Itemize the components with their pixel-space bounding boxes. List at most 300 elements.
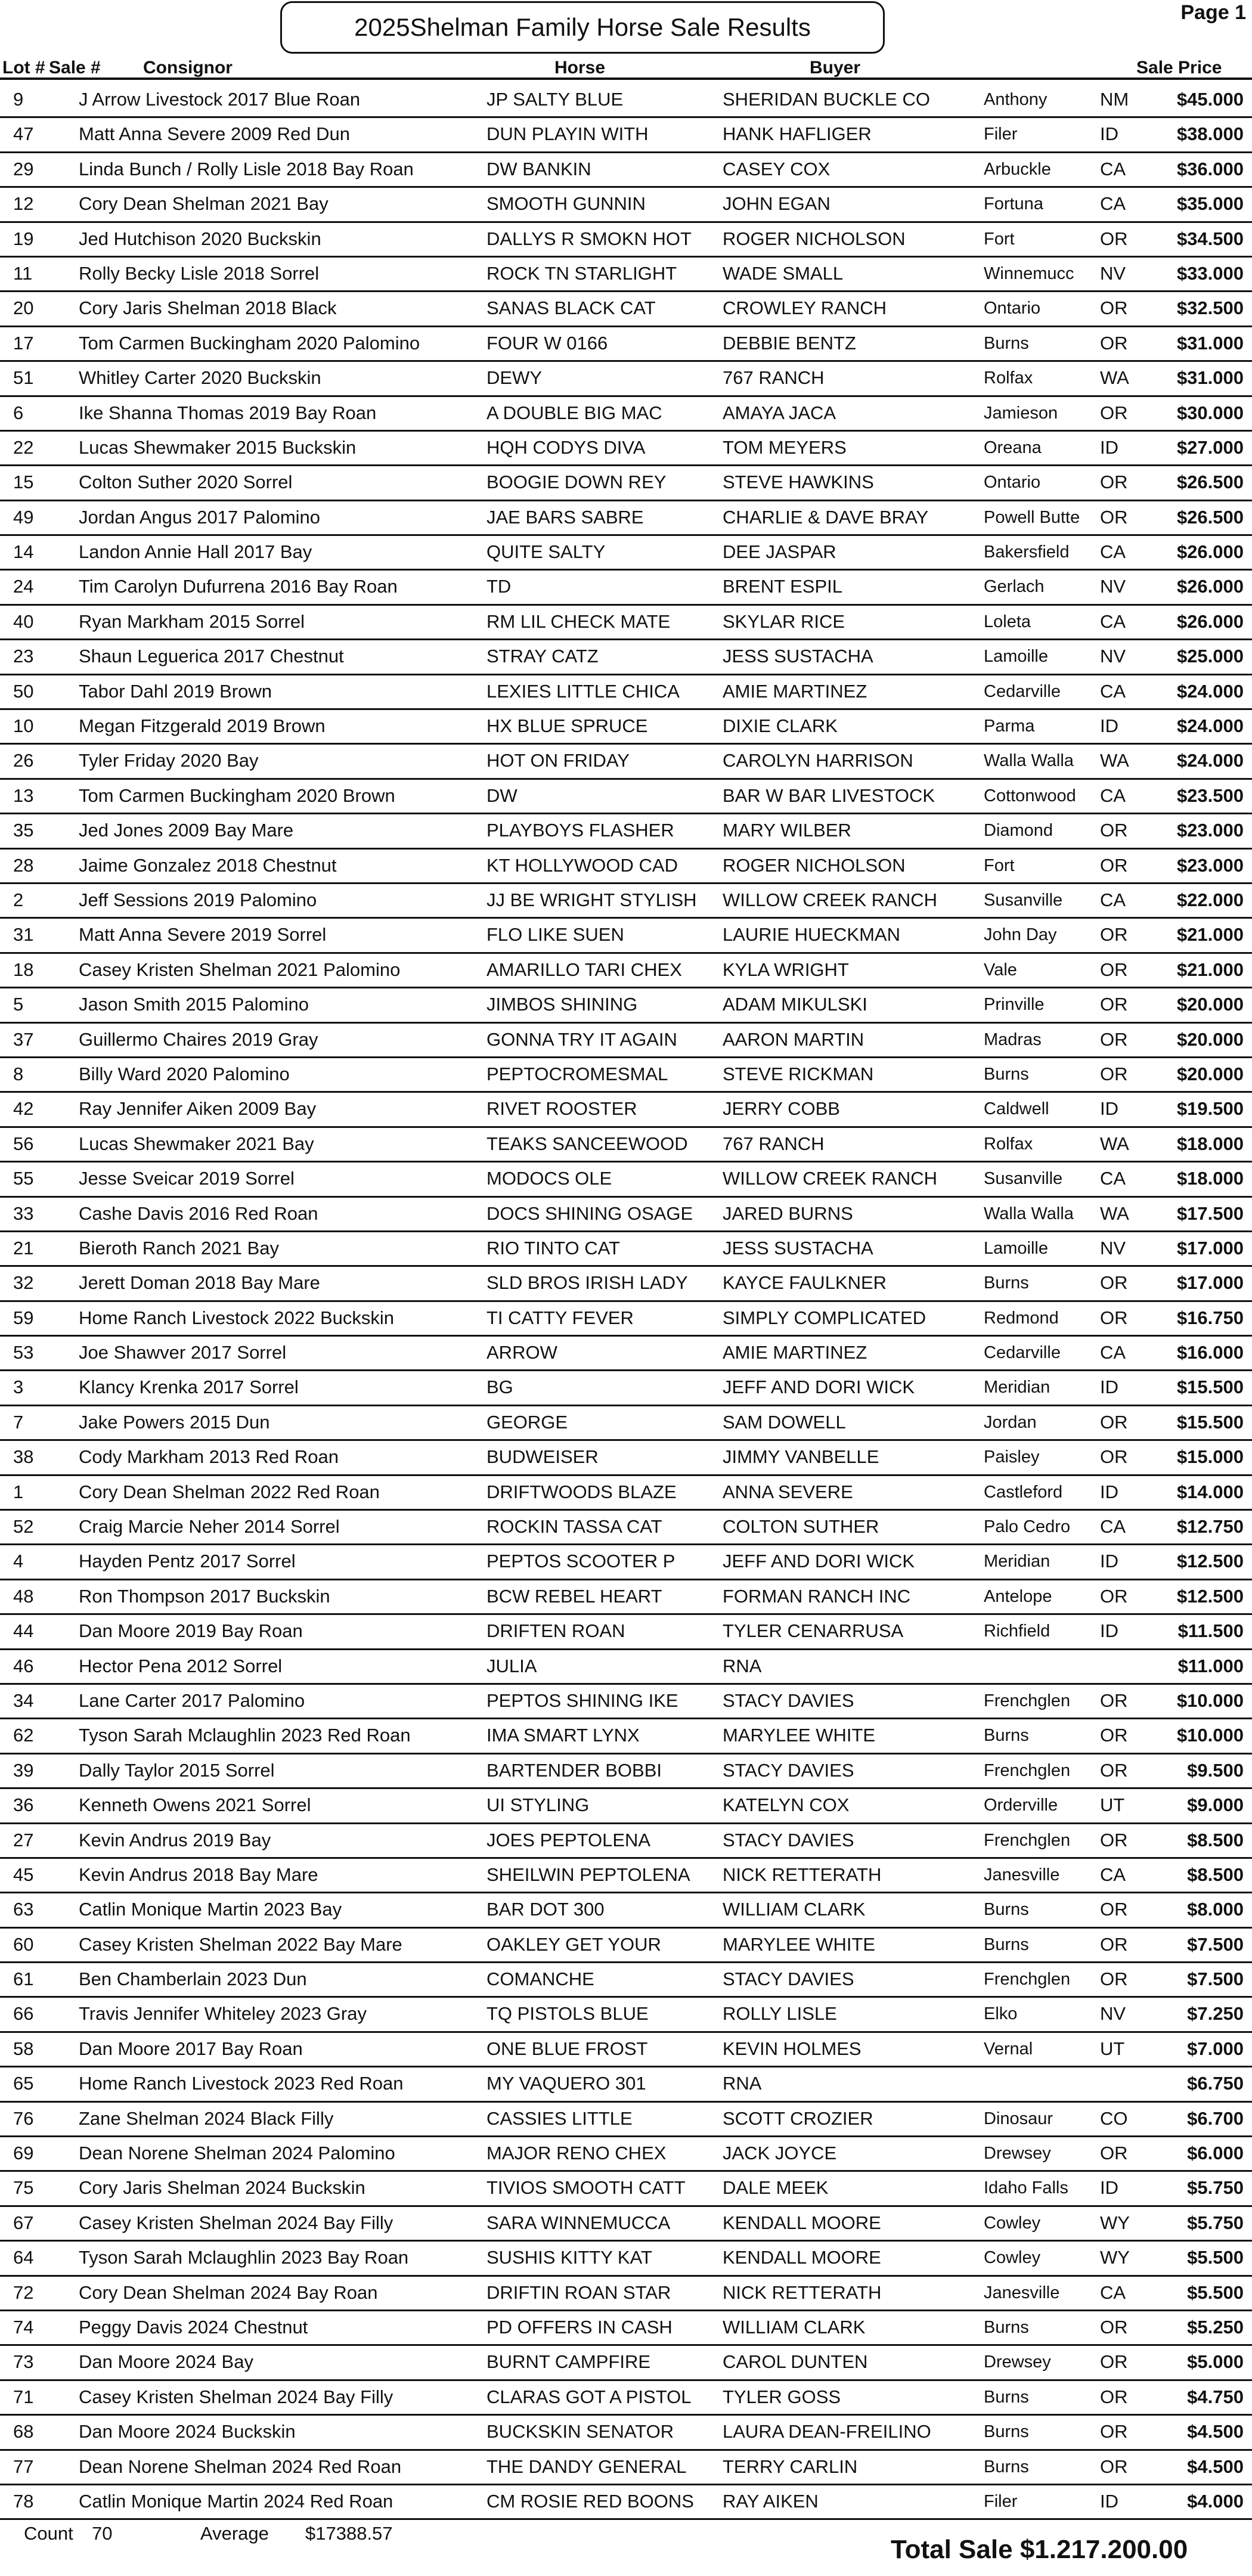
consignor-cell: Ben Chamberlain 2023 Dun [79,1969,307,1990]
table-row [0,2485,1252,2520]
consignor-cell: Lane Carter 2017 Palomino [79,1690,305,1711]
state-cell: ID [1100,123,1118,145]
horse-cell: STRAY CATZ [486,646,599,667]
city-cell: Redmond [984,1308,1059,1328]
state-cell: ID [1100,1481,1118,1502]
consignor-cell: Dean Norene Shelman 2024 Palomino [79,2143,395,2164]
horse-cell: TIVIOS SMOOTH CATT [486,2177,686,2199]
horse-cell: BG [486,1377,513,1398]
lot-cell: 65 [13,2073,34,2094]
state-cell: NV [1100,2003,1126,2025]
city-cell: Prinville [984,995,1045,1015]
consignor-cell: Tom Carmen Buckingham 2020 Palomino [79,332,420,354]
city-cell: Antelope [984,1586,1052,1606]
table-row [0,1719,1252,1754]
lot-cell: 45 [13,1864,34,1885]
table-row [0,327,1252,362]
state-cell: CA [1100,680,1126,702]
lot-cell: 34 [13,1690,34,1711]
header-rule [0,78,1252,80]
price-cell: $33.000 [1176,262,1244,284]
price-cell: $23.000 [1176,820,1244,841]
lot-cell: 71 [13,2386,34,2407]
horse-cell: DRIFTEN ROAN [486,1620,625,1642]
lot-cell: 9 [13,89,24,110]
consignor-cell: Casey Kristen Shelman 2024 Bay Filly [79,2386,393,2407]
price-cell: $5.500 [1187,2247,1244,2268]
state-cell: ID [1100,1620,1118,1642]
state-cell: OR [1100,1899,1128,1920]
horse-cell: JOES PEPTOLENA [486,1829,651,1850]
consignor-cell: Home Ranch Livestock 2023 Red Roan [79,2073,404,2094]
lot-cell: 58 [13,2038,34,2059]
lot-cell: 28 [13,854,34,876]
price-cell: $21.000 [1176,924,1244,946]
lot-cell: 15 [13,472,34,493]
buyer-cell: MARYLEE WHITE [723,1933,876,1955]
table-row [0,1024,1252,1058]
city-cell: Ontario [984,299,1041,318]
buyer-cell: TOM MEYERS [723,436,847,458]
price-cell: $22.000 [1176,889,1244,910]
lot-cell: 62 [13,1725,34,1746]
consignor-cell: Klancy Krenka 2017 Sorrel [79,1377,299,1398]
buyer-cell: WILLOW CREEK RANCH [723,889,937,910]
buyer-cell: NICK RETTERATH [723,2281,882,2303]
buyer-cell: DIXIE CLARK [723,715,838,737]
price-cell: $6.000 [1187,2143,1244,2164]
table-row [0,1650,1252,1685]
city-cell: Arbuckle [984,159,1051,179]
buyer-cell: WADE SMALL [723,262,844,284]
table-row [0,1615,1252,1650]
table-row [0,1058,1252,1093]
lot-cell: 10 [13,715,34,737]
buyer-cell: KAYCE FAULKNER [723,1272,887,1294]
lot-cell: 12 [13,193,34,215]
horse-cell: FOUR W 0166 [486,332,608,354]
consignor-cell: Cory Jaris Shelman 2024 Buckskin [79,2177,365,2199]
buyer-cell: STACY DAVIES [723,1829,854,1850]
horse-cell: FLO LIKE SUEN [486,924,624,946]
city-cell: Burns [984,2422,1029,2442]
horse-cell: BUCKSKIN SENATOR [486,2421,674,2442]
lot-cell: 49 [13,506,34,528]
price-cell: $16.000 [1176,1342,1244,1363]
horse-cell: DRIFTIN ROAN STAR [486,2281,671,2303]
consignor-cell: Linda Bunch / Rolly Lisle 2018 Bay Roan [79,158,414,179]
city-cell: Burns [984,1064,1029,1084]
state-cell: OR [1100,924,1128,946]
price-cell: $4.500 [1187,2456,1244,2477]
table-row [0,1267,1252,1301]
horse-cell: MY VAQUERO 301 [486,2073,646,2094]
table-row [0,1128,1252,1163]
state-cell: OR [1100,297,1128,319]
consignor-cell: Casey Kristen Shelman 2022 Bay Mare [79,1933,402,1955]
lot-cell: 33 [13,1202,34,1224]
buyer-cell: KATELYN COX [723,1794,850,1816]
lot-cell: 46 [13,1655,34,1676]
horse-cell: DUN PLAYIN WITH [486,123,649,145]
lot-cell: 42 [13,1098,34,1120]
city-cell: Cottonwood [984,786,1076,805]
table-row [0,2346,1252,2380]
horse-cell: RM LIL CHECK MATE [486,610,671,632]
buyer-cell: JACK JOYCE [723,2143,837,2164]
consignor-cell: Cory Dean Shelman 2021 Bay [79,193,329,215]
price-cell: $5.250 [1187,2317,1244,2338]
table-row [0,2137,1252,2172]
table-row [0,83,1252,118]
lot-cell: 11 [13,262,33,284]
price-cell: $6.750 [1187,2073,1244,2094]
lot-cell: 56 [13,1133,34,1154]
total-label: Total Sale [891,2535,1013,2564]
state-cell: CA [1100,2281,1126,2303]
lot-cell: 59 [13,1307,34,1328]
consignor-cell: Cody Markham 2013 Red Roan [79,1446,339,1468]
price-cell: $45.000 [1176,89,1244,110]
consignor-cell: Matt Anna Severe 2019 Sorrel [79,924,327,946]
table-row [0,362,1252,396]
table-row [0,1198,1252,1232]
city-cell: Dinosaur [984,2109,1053,2128]
horse-cell: JAE BARS SABRE [486,506,644,528]
sale-title: Shelman Family Horse Sale Results [410,13,811,41]
city-cell: Frenchglen [984,1970,1071,1989]
lot-cell: 38 [13,1446,34,1468]
consignor-cell: Travis Jennifer Whiteley 2023 Gray [79,2003,367,2025]
price-cell: $11.500 [1177,1620,1244,1642]
lot-cell: 76 [13,2107,34,2129]
state-cell: WA [1100,750,1129,771]
price-cell: $20.000 [1176,1028,1244,1050]
horse-cell: A DOUBLE BIG MAC [486,402,662,423]
sale-year: 2025 [354,13,410,41]
consignor-cell: Jeff Sessions 2019 Palomino [79,889,317,910]
consignor-cell: Kenneth Owens 2021 Sorrel [79,1794,311,1816]
horse-cell: GONNA TRY IT AGAIN [486,1028,677,1050]
state-cell: WA [1100,1202,1129,1224]
city-cell: Elko [984,2004,1018,2024]
buyer-cell: HANK HAFLIGER [723,123,872,145]
state-cell: OR [1100,332,1128,354]
price-cell: $27.000 [1176,436,1244,458]
table-row [0,2242,1252,2276]
city-cell: Orderville [984,1796,1058,1815]
horse-cell: UI STYLING [486,1794,590,1816]
count-value: 70 [92,2523,113,2544]
consignor-cell: Megan Fitzgerald 2019 Brown [79,715,326,737]
consignor-cell: Kevin Andrus 2019 Bay [79,1829,271,1850]
lot-cell: 32 [13,1272,34,1294]
price-cell: $7.500 [1187,1933,1244,1955]
horse-cell: MODOCS OLE [486,1168,612,1189]
lot-cell: 52 [13,1516,34,1537]
city-cell: Frenchglen [984,1691,1071,1710]
buyer-cell: JESS SUSTACHA [723,646,873,667]
city-cell: Powell Butte [984,507,1080,527]
horse-cell: DOCS SHINING OSAGE [486,1202,693,1224]
city-cell: Fort [984,855,1015,875]
horse-cell: IMA SMART LYNX [486,1725,640,1746]
city-cell: Frenchglen [984,1830,1071,1850]
price-cell: $5.750 [1187,2212,1244,2233]
lot-cell: 6 [13,402,24,423]
price-cell: $8.500 [1187,1864,1244,1885]
horse-cell: HX BLUE SPRUCE [486,715,648,737]
state-cell: OR [1100,506,1128,528]
state-cell: OR [1100,1829,1128,1850]
price-cell: $20.000 [1176,1063,1244,1084]
lot-cell: 72 [13,2281,34,2303]
price-cell: $35.000 [1176,193,1244,215]
horse-cell: THE DANDY GENERAL [486,2456,687,2477]
price-cell: $14.000 [1176,1481,1244,1502]
price-cell: $38.000 [1176,123,1244,145]
price-cell: $19.500 [1176,1098,1244,1120]
horse-cell: PEPTOS SCOOTER P [486,1551,675,1572]
price-cell: $24.000 [1176,680,1244,702]
lot-cell: 67 [13,2212,34,2233]
lot-cell: 77 [13,2456,34,2477]
buyer-cell: JERRY COBB [723,1098,840,1120]
price-cell: $10.000 [1176,1725,1244,1746]
price-cell: $17.000 [1176,1272,1244,1294]
horse-cell: PEPTOS SHINING IKE [486,1690,678,1711]
table-row [0,745,1252,779]
consignor-cell: Colton Suther 2020 Sorrel [79,472,293,493]
lot-cell: 74 [13,2317,34,2338]
lot-cell: 40 [13,610,34,632]
city-cell: Cedarville [984,681,1061,701]
buyer-cell: RNA [723,1655,762,1676]
table-row [0,1789,1252,1824]
price-cell: $4.000 [1187,2490,1244,2512]
price-cell: $8.000 [1187,1899,1244,1920]
table-row [0,1441,1252,1475]
table-row [0,536,1252,571]
state-cell: OR [1100,1028,1128,1050]
state-cell: OR [1100,2421,1128,2442]
table-row [0,188,1252,222]
table-row [0,2067,1252,2102]
horse-cell: DALLYS R SMOKN HOT [486,228,692,249]
state-cell: OR [1100,820,1128,841]
buyer-cell: LAURIE HUECKMAN [723,924,900,946]
table-row [0,988,1252,1023]
state-cell: OR [1100,2386,1128,2407]
city-cell: John Day [984,925,1057,945]
consignor-cell: Jerett Doman 2018 Bay Mare [79,1272,320,1294]
state-cell: NV [1100,1237,1126,1258]
state-cell: OR [1100,1446,1128,1468]
city-cell: Palo Cedro [984,1517,1071,1537]
count-label: Count [24,2523,73,2544]
horse-cell: SANAS BLACK CAT [486,297,656,319]
buyer-cell: COLTON SUTHER [723,1516,879,1537]
city-cell: Vale [984,960,1017,979]
horse-cell: CM ROSIE RED BOONS [486,2490,694,2512]
city-cell: Burns [984,1935,1029,1954]
lot-cell: 3 [13,1377,24,1398]
price-cell: $34.500 [1176,228,1244,249]
table-row [0,223,1252,258]
price-cell: $21.000 [1176,959,1244,980]
city-cell: Jamieson [984,403,1058,423]
price-cell: $16.750 [1176,1307,1244,1328]
state-cell: OR [1100,1725,1128,1746]
state-cell: UT [1100,2038,1125,2059]
state-cell: CA [1100,889,1126,910]
state-cell: CA [1100,610,1126,632]
table-row [0,954,1252,988]
buyer-cell: SHERIDAN BUCKLE CO [723,89,930,110]
city-cell: Burns [984,2457,1029,2476]
price-cell: $24.000 [1176,750,1244,771]
buyer-cell: BAR W BAR LIVESTOCK [723,785,935,806]
city-cell: Jordan [984,1412,1037,1432]
table-row [0,432,1252,466]
city-cell: Paisley [984,1447,1040,1467]
buyer-cell: CAROL DUNTEN [723,2351,868,2373]
buyer-cell: JOHN EGAN [723,193,830,215]
price-cell: $5.750 [1187,2177,1244,2199]
table-row [0,1859,1252,1893]
state-cell: OR [1100,994,1128,1015]
horse-cell: BARTENDER BOBBI [486,1759,662,1781]
horse-cell: HQH CODYS DIVA [486,436,646,458]
lot-cell: 29 [13,158,34,179]
table-row [0,710,1252,745]
consignor-cell: Dally Taylor 2015 Sorrel [79,1759,275,1781]
buyer-cell: WILLIAM CLARK [723,2317,866,2338]
table-row [0,258,1252,292]
state-cell: OR [1100,1272,1128,1294]
city-cell: Lamoille [984,1238,1048,1258]
table-row [0,1371,1252,1406]
table-row [0,919,1252,953]
horse-cell: SMOOTH GUNNIN [486,193,646,215]
buyer-cell: CHARLIE & DAVE BRAY [723,506,929,528]
table-row [0,1754,1252,1789]
city-cell: Burns [984,2318,1029,2337]
price-cell: $23.000 [1176,854,1244,876]
lot-cell: 17 [13,332,34,354]
consignor-cell: Ray Jennifer Aiken 2009 Bay [79,1098,317,1120]
horse-cell: SLD BROS IRISH LADY [486,1272,688,1294]
buyer-cell: ADAM MIKULSKI [723,994,867,1015]
city-cell: Anthony [984,90,1048,109]
consignor-cell: Tyler Friday 2020 Bay [79,750,259,771]
city-cell: Diamond [984,821,1053,841]
consignor-cell: Tabor Dahl 2019 Brown [79,680,272,702]
average-label: Average [200,2523,269,2544]
price-cell: $5.000 [1187,2351,1244,2373]
horse-cell: PEPTOCROMESMAL [486,1063,668,1084]
consignor-cell: Tyson Sarah Mclaughlin 2023 Bay Roan [79,2247,409,2268]
state-cell: WA [1100,367,1129,389]
buyer-cell: DEE JASPAR [723,541,836,563]
price-cell: $26.500 [1176,472,1244,493]
city-cell: Burns [984,333,1029,353]
price-cell: $12.750 [1176,1516,1244,1537]
buyer-cell: NICK RETTERATH [723,1864,882,1885]
consignor-cell: Bieroth Ranch 2021 Bay [79,1237,280,1258]
horse-cell: TEAKS SANCEEWOOD [486,1133,688,1154]
city-cell: Burns [984,2387,1029,2407]
consignor-cell: Landon Annie Hall 2017 Bay [79,541,312,563]
price-cell: $32.500 [1176,297,1244,319]
buyer-cell: DALE MEEK [723,2177,829,2199]
consignor-cell: Dan Moore 2017 Bay Roan [79,2038,303,2059]
city-cell: Lamoille [984,647,1048,667]
buyer-cell: LAURA DEAN-FREILINO [723,2421,931,2442]
horse-cell: PD OFFERS IN CASH [486,2317,673,2338]
total-value: $1.217.200.00 [1019,2535,1188,2564]
city-cell: Parma [984,717,1035,736]
lot-cell: 31 [13,924,34,946]
city-cell: Fort [984,229,1015,249]
horse-cell: ROCK TN STARLIGHT [486,262,677,284]
buyer-cell: JARED BURNS [723,1202,853,1224]
price-cell: $25.000 [1176,646,1244,667]
lot-cell: 8 [13,1063,24,1084]
price-cell: $26.000 [1176,541,1244,563]
price-cell: $24.000 [1176,715,1244,737]
buyer-cell: JIMMY VANBELLE [723,1446,879,1468]
state-cell: NM [1100,89,1129,110]
state-cell: CA [1100,541,1126,563]
table-row [0,1580,1252,1615]
buyer-cell: ROLLY LISLE [723,2003,837,2025]
horse-cell: BUDWEISER [486,1446,599,1468]
horse-cell: COMANCHE [486,1969,594,1990]
consignor-cell: Kevin Andrus 2018 Bay Mare [79,1864,318,1885]
consignor-cell: Cory Dean Shelman 2022 Red Roan [79,1481,380,1502]
buyer-cell: STACY DAVIES [723,1969,854,1990]
lot-cell: 53 [13,1342,34,1363]
lot-cell: 26 [13,750,34,771]
buyer-cell: TERRY CARLIN [723,2456,858,2477]
price-cell: $15.500 [1176,1411,1244,1433]
horse-cell: OAKLEY GET YOUR [486,1933,661,1955]
state-cell: OR [1100,1307,1128,1328]
state-cell: CA [1100,1864,1126,1885]
lot-cell: 75 [13,2177,34,2199]
state-cell: CA [1100,1516,1126,1537]
state-cell: OR [1100,1969,1128,1990]
consignor-cell: Jed Jones 2009 Bay Mare [79,820,294,841]
city-cell: Susanville [984,890,1063,910]
table-row [0,2416,1252,2450]
state-cell: OR [1100,1933,1128,1955]
table-row [0,1929,1252,1963]
state-cell: CA [1100,785,1126,806]
lot-cell: 24 [13,576,34,597]
consignor-cell: Dan Moore 2024 Bay [79,2351,253,2373]
consignor-cell: Whitley Carter 2020 Buckskin [79,367,321,389]
table-row [0,640,1252,675]
price-cell: $18.000 [1176,1168,1244,1189]
table-row [0,292,1252,327]
buyer-cell: BRENT ESPIL [723,576,843,597]
lot-cell: 27 [13,1829,34,1850]
horse-cell: ROCKIN TASSA CAT [486,1516,662,1537]
table-row [0,501,1252,536]
price-cell: $9.000 [1187,1794,1244,1816]
